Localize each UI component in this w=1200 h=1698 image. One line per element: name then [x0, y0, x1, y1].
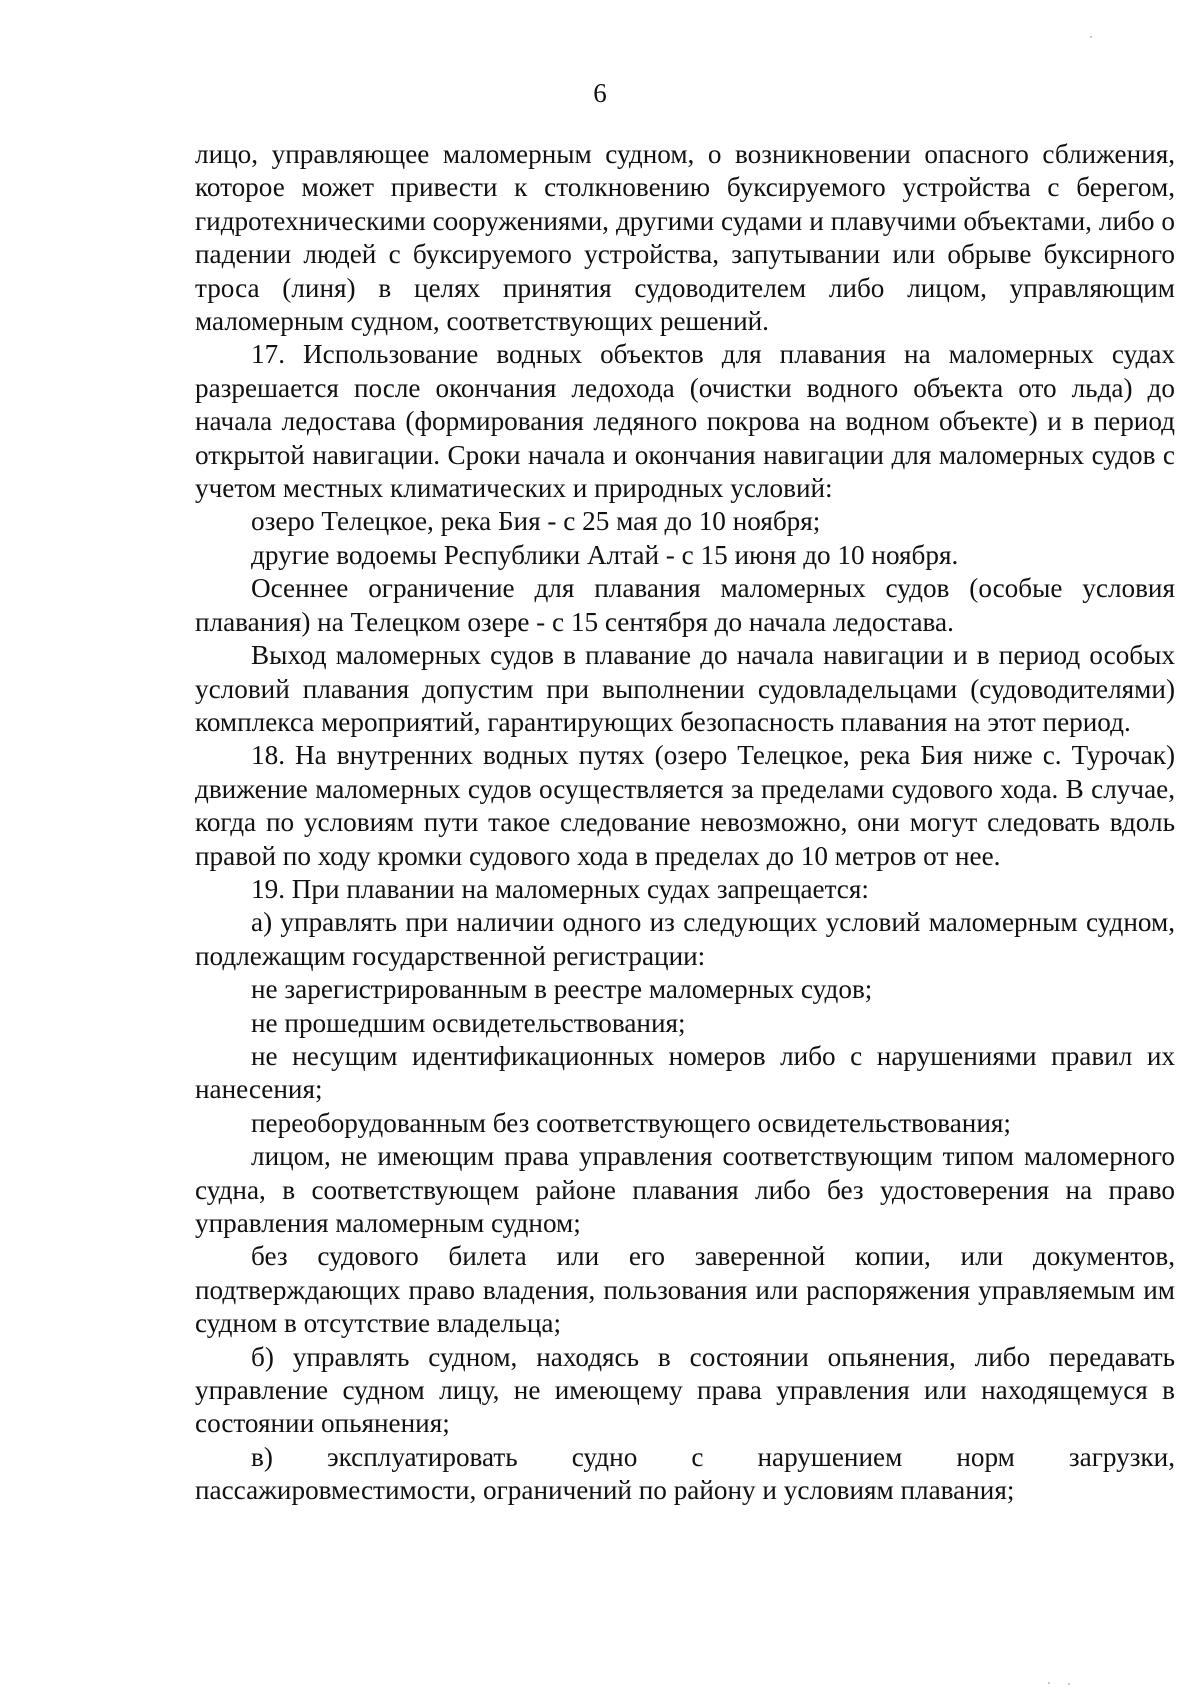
document-body — [195, 138, 1175, 1508]
paragraph-autumn-restriction: Осеннее ограничение для плавания маломерных судов (особые условия плавания) на Телецком озере - с 15 сентября до начала ледостава. — [195, 573, 1175, 637]
paragraph-item-17: 17. Использование водных объектов для плавания на маломерных судах разрешается после окончания ледохода (очистки водного объекта ото льда) до начала ледостава (формирования ледяного покрова на водном объекте) и в период открытой навигации. Сроки начала и окончания навигации для маломерных судов с учетом местных климатических и природных условий: — [195, 339, 1175, 504]
paragraph-item-19b: б) управлять судном, находясь в состоянии опьянения, либо передавать управление судном лицу, не имеющему права управления или находящемуся в состоянии опьянения; — [195, 1341, 1175, 1439]
paragraph-no-ticket: без судового билета или его заверенной копии, или документов, подтверждающих право владения, пользования или распоряжения управляемым им судном в отсутствие владельца; — [195, 1241, 1175, 1339]
paragraph-early-departure: Выход маломерных судов в плавание до начала навигации и в период особых условий плавания допустим при выполнении судовладельцами (судоводителями) комплекса мероприятий, гарантирующих безопасность плавания на этот период. — [195, 640, 1175, 737]
paragraph-continuation: лицо, управляющее маломерным судном, о возникновении опасного сближения, которое может привести к столкновению буксируемого устройства с берегом, гидротехническими сооружениями, другими судами и плавучими объектами, либо о падении людей с буксируемого устройства, запутывании или обрыве буксирного троса (линя) в целях принятия судоводителем либо лицом, управляющим маломерным судном, соответствующих решений. — [195, 139, 1175, 337]
paragraph-item-19: 19. При плавании на маломерных судах запрещается: — [251, 873, 869, 904]
paragraph-not-registered: не зарегистрированным в реестре маломерных судов; — [251, 974, 873, 1005]
paragraph-item-18: 18. На внутренних водных путях (озеро Телецкое, река Бия ниже с. Турочак) движение маломерных судов осуществляется за пределами судового хода. В случае, когда по условиям пути такое следование невозможно, они могут следовать вдоль правой по ходу кромки судового хода в пределах до 10 метров от нее. — [195, 740, 1175, 871]
paragraph-teletskoye-dates: озеро Телецкое, река Бия - с 25 мая до 10 ноября; — [251, 506, 821, 537]
paragraph-other-waters-dates: другие водоемы Республики Алтай - с 15 июня до 10 ноября. — [251, 539, 959, 570]
paragraph-no-license: лицом, не имеющим права управления соответствующим типом маломерного судна, в соответствующем районе плавания либо без удостоверения на право управления маломерным судном; — [195, 1141, 1175, 1238]
paragraph-not-inspected: не прошедшим освидетельствования; — [251, 1007, 686, 1038]
scan-speck — [1068, 1683, 1070, 1685]
scan-speck — [1048, 1682, 1050, 1684]
page-number: 6 — [593, 78, 607, 108]
scan-speck — [1090, 36, 1092, 38]
paragraph-reequipped: переоборудованным без соответствующего освидетельствования; — [251, 1107, 1011, 1138]
paragraph-item-19v: в) эксплуатировать судно с нарушением норм загрузки, пассажировместимости, ограничений по району и условиям плавания; — [195, 1441, 1175, 1506]
paragraph-no-id-numbers: не несущим идентификационных номеров либо с нарушениями правил их нанесения; — [195, 1040, 1175, 1105]
paragraph-item-19a: а) управлять при наличии одного из следующих условий маломерным судном, подлежащим государственной регистрации: — [195, 907, 1175, 971]
